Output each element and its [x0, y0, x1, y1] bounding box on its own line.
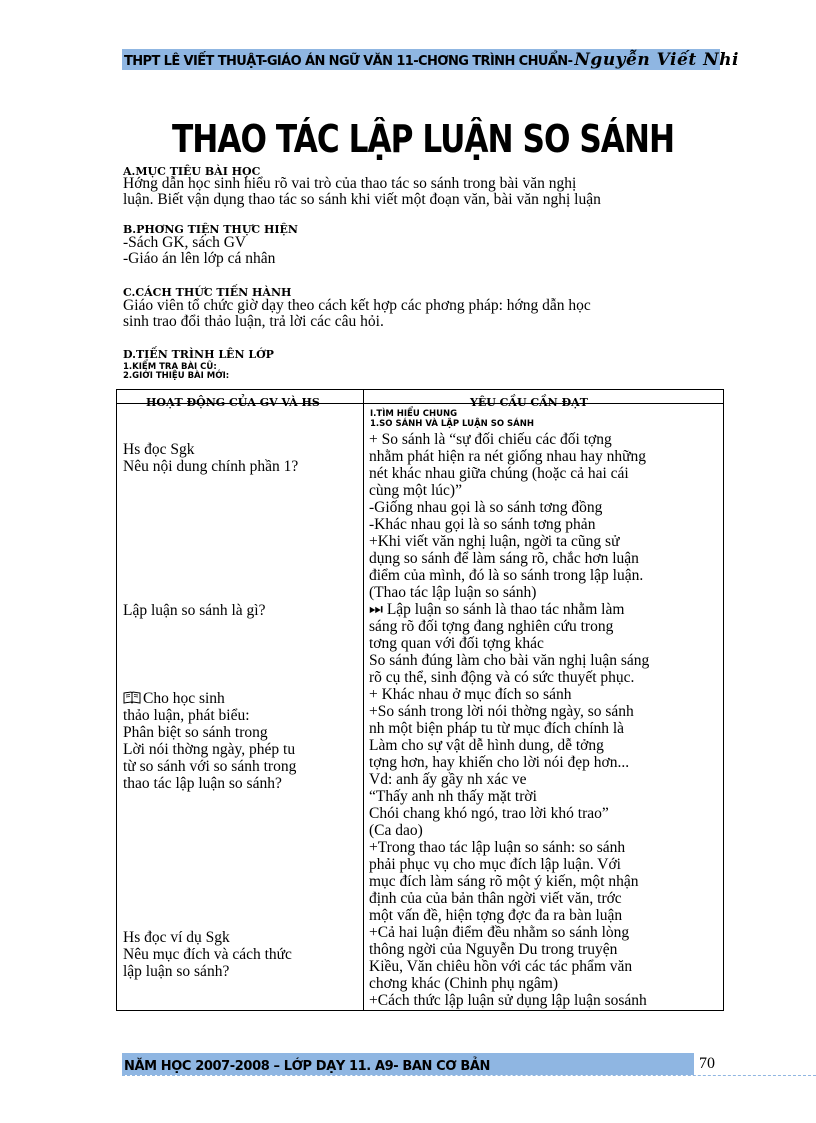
right-cell-line: Vd: anh ấy gầy nh xác ve: [369, 771, 527, 788]
section-d-sub2: 2.GIỚI THIỆU BÀI MỚI:: [123, 371, 230, 381]
section-c-line: Giáo viên tổ chức giờ dạy theo cách kết hợp các phơng pháp: hớng dẫn học: [123, 297, 591, 314]
right-cell-line: nét khác nhau giữa chúng (hoặc cả hai cái: [369, 465, 629, 482]
left-cell-line: thao tác lập luận so sánh?: [123, 775, 282, 792]
header-author: Nguyễn Viết Nhi: [574, 50, 739, 70]
right-cell-line: ⏭ Lập luận so sánh là thao tác nhằm làm: [369, 601, 625, 618]
right-cell-line: Chói chang khó ngó, trao lời khó trao”: [369, 805, 609, 822]
table-header-right: YÊU CẦU CẦN ĐẠT: [470, 396, 588, 409]
right-cell-line: định của của bản thân ngời viết văn, trớc: [369, 890, 622, 907]
section-c-heading: C.CÁCH THỨC TIẾN HÀNH: [123, 286, 292, 299]
table-subhead: I.TÌM HIỂU CHUNG: [370, 409, 458, 419]
section-b-line: -Giáo án lên lớp cá nhân: [123, 250, 276, 267]
left-cell-line: Hs đọc Sgk: [123, 441, 195, 458]
table-column-divider: [363, 389, 364, 1011]
right-cell-line: + Khác nhau ở mục đích so sánh: [369, 686, 572, 703]
header-course-text: THPT LÊ VIẾT THUẬT-GIÁO ÁN NGỮ VĂN 11-CHƠNG TRÌNH CHUẨN-: [124, 54, 573, 69]
right-cell-line: dụng so sánh để làm sáng rõ, chắc hơn luận: [369, 550, 639, 567]
right-cell-line: -Giống nhau gọi là so sánh tơng đồng: [369, 499, 603, 516]
right-cell-line: -Khác nhau gọi là so sánh tơng phản: [369, 516, 596, 533]
left-cell-line: Lập luận so sánh là gì?: [123, 602, 266, 619]
section-d-heading: D.TIẾN TRÌNH LÊN LỚP: [123, 348, 274, 361]
footer-rule: [122, 1075, 816, 1077]
left-cell-line: Cho học sinh: [123, 690, 225, 707]
right-cell-line: +Khi viết văn nghị luận, ngời ta cũng sử: [369, 533, 620, 550]
right-cell-line: nhằm phát hiện ra nét giống nhau hay những: [369, 448, 647, 465]
left-cell-line: từ so sánh với so sánh trong: [123, 758, 297, 775]
left-cell-line: Phân biệt so sánh trong: [123, 724, 268, 741]
section-d-sub1: 1.KIỂM TRA BÀI CŨ:: [123, 362, 217, 372]
right-cell-line: “Thấy anh nh thấy mặt trời: [369, 788, 537, 805]
right-cell-line: + So sánh là “sự đối chiếu các đối tợng: [369, 431, 612, 448]
footer-text: NĂM HỌC 2007-2008 – LỚP DẠY 11. A9- BAN CƠ BẢN: [124, 1059, 491, 1074]
right-cell-line: +Cách thức lập luận sử dụng lập luận sosánh: [369, 992, 647, 1009]
right-cell-line: mục đích làm sáng rõ một ý kiến, một nhận: [369, 873, 639, 890]
right-cell-line: (Thao tác lập luận so sánh): [369, 584, 537, 601]
book-icon: [123, 691, 141, 704]
right-cell-line: điểm của mình, đó là so sánh trong lập luận.: [369, 567, 644, 584]
right-cell-line: +Cả hai luận điểm đều nhằm so sánh lòng: [369, 924, 630, 941]
right-cell-line: thông ngời của Nguyễn Du trong truyện: [369, 941, 618, 958]
page-title: THAO TÁC LẬP LUẬN SO SÁNH: [172, 117, 675, 161]
right-cell-line: phải phục vụ cho mục đích lập luận. Với: [369, 856, 621, 873]
right-cell-line: chơng khác (Chinh phụ ngâm): [369, 975, 558, 992]
header: [124, 49, 739, 73]
table-header-left: HOẠT ĐỘNG CỦA GV VÀ HS: [146, 396, 320, 409]
section-c-line: sinh trao đổi thảo luận, trả lời các câu hỏi.: [123, 313, 384, 330]
left-cell-line: Hs đọc ví dụ Sgk: [123, 929, 230, 946]
right-cell-line: cùng một lúc)”: [369, 482, 462, 499]
right-cell-line: nh một biện pháp tu từ mục đích chính là: [369, 720, 625, 737]
right-cell-line: tợng hơn, hay khiến cho lời nói đẹp hơn...: [369, 754, 630, 771]
section-a-line: luận. Biết vận dụng thao tác so sánh khi viết một đoạn văn, bài văn nghị luận: [123, 191, 601, 208]
section-a-heading: A.MỤC TIÊU BÀI HỌC: [123, 165, 261, 178]
right-cell-line: Làm cho sự vật dễ hình dung, dễ tởng: [369, 737, 604, 754]
right-cell-line: sáng rõ đối tợng đang nghiên cứu trong: [369, 618, 614, 635]
right-cell-line: +Trong thao tác lập luận so sánh: so sánh: [369, 839, 626, 856]
left-cell-line: Lời nói thờng ngày, phép tu: [123, 741, 296, 758]
left-cell-line: Nêu nội dung chính phần 1?: [123, 458, 299, 475]
page-number: 70: [699, 1055, 715, 1072]
right-cell-line: So sánh đúng làm cho bài văn nghị luận sáng: [369, 652, 650, 669]
right-cell-line: rõ cụ thể, sinh động và có sức thuyết phục.: [369, 669, 635, 686]
right-cell-line: tơng quan với đối tợng khác: [369, 635, 544, 652]
section-a-line: Hớng dẫn học sinh hiểu rõ vai trò của thao tác so sánh trong bài văn nghị: [123, 175, 577, 192]
right-cell-line: Kiều, Văn chiêu hồn với các tác phẩm văn: [369, 958, 633, 975]
right-cell-line: một vấn đề, hiện tợng đợc đa ra bàn luận: [369, 907, 623, 924]
table-subhead: 1.SO SÁNH VÀ LẬP LUẬN SO SÁNH: [370, 419, 534, 429]
section-b-line: -Sách GK, sách GV: [123, 234, 247, 251]
left-cell-line: lập luận so sánh?: [123, 963, 230, 980]
right-cell-line: +So sánh trong lời nói thờng ngày, so sánh: [369, 703, 634, 720]
left-cell-line: Nêu mục đích và cách thức: [123, 946, 292, 963]
right-cell-line: (Ca dao): [369, 822, 423, 839]
left-cell-line: thảo luận, phát biểu:: [123, 707, 250, 724]
section-b-heading: B.PHƠNG TIỆN THỰC HIỆN: [123, 223, 298, 236]
